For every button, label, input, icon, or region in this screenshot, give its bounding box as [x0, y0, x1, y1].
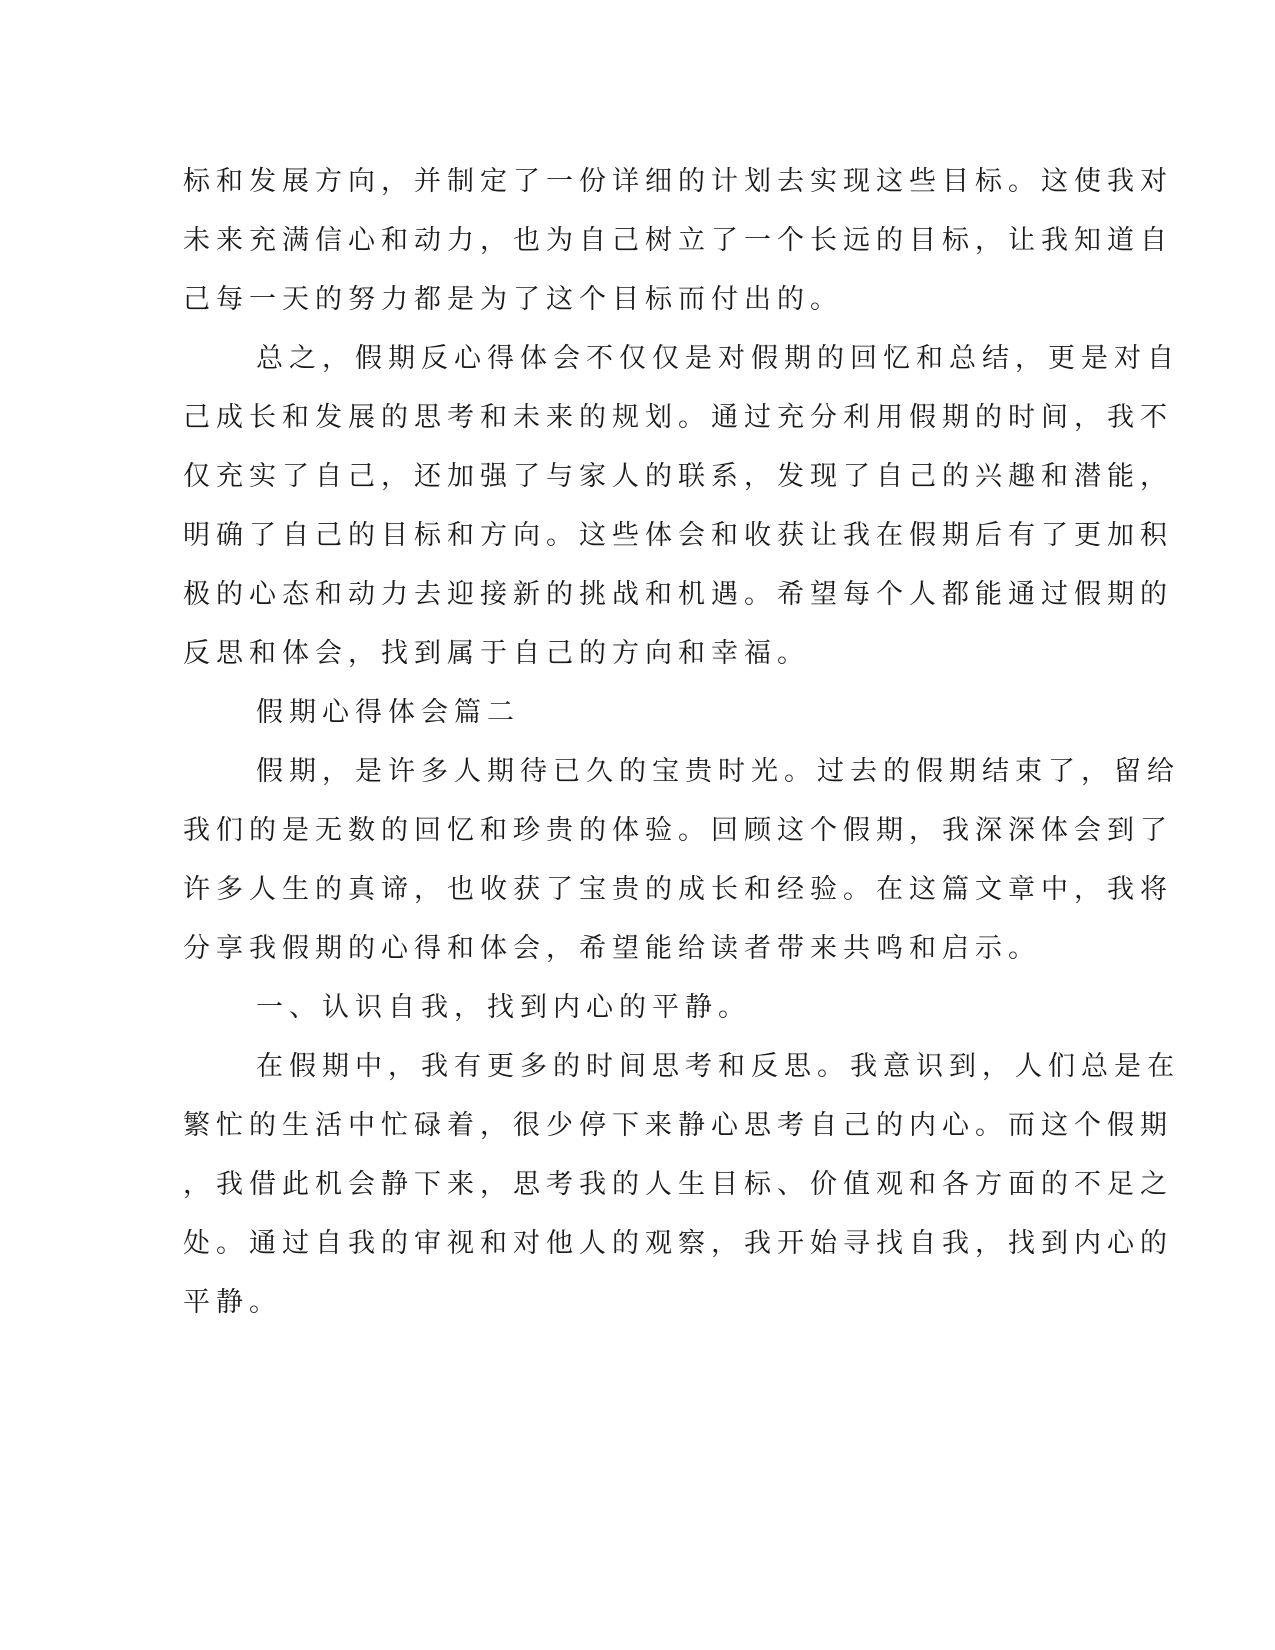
text-line: 许多人生的真谛，也收获了宝贵的成长和经验。在这篇文章中，我将 — [183, 874, 1173, 905]
paragraph-start-line: 假期，是许多人期待已久的宝贵时光。过去的假期结束了，留给 — [256, 756, 1180, 787]
paragraph-start-line: 总之，假期反心得体会不仅仅是对假期的回忆和总结，更是对自 — [256, 343, 1180, 374]
text-line: 标和发展方向，并制定了一份详细的计划去实现这些目标。这使我对 — [183, 166, 1173, 197]
text-line: 分享我假期的心得和体会，希望能给读者带来共鸣和启示。 — [183, 933, 1041, 964]
text-line: 未来充满信心和动力，也为自己树立了一个长远的目标，让我知道自 — [183, 225, 1173, 256]
section-heading: 假期心得体会篇二 — [256, 697, 520, 728]
text-line: 繁忙的生活中忙碌着，很少停下来静心思考自己的内心。而这个假期 — [183, 1110, 1173, 1141]
text-line: 己成长和发展的思考和未来的规划。通过充分利用假期的时间，我不 — [183, 402, 1173, 433]
text-line: 我们的是无数的回忆和珍贵的体验。回顾这个假期，我深深体会到了 — [183, 815, 1173, 846]
text-line: 明确了自己的目标和方向。这些体会和收获让我在假期后有了更加积 — [183, 520, 1173, 551]
text-line: 平静。 — [183, 1287, 282, 1318]
text-line: 反思和体会，找到属于自己的方向和幸福。 — [183, 638, 810, 669]
subheading: 一、认识自我，找到内心的平静。 — [256, 992, 751, 1023]
text-line: 处。通过自我的审视和对他人的观察，我开始寻找自我，找到内心的 — [183, 1228, 1173, 1259]
text-line: 己每一天的努力都是为了这个目标而付出的。 — [183, 284, 843, 315]
document-body — [183, 161, 1180, 1341]
paragraph-start-line: 在假期中，我有更多的时间思考和反思。我意识到，人们总是在 — [256, 1051, 1180, 1082]
text-line: ，我借此机会静下来，思考我的人生目标、价值观和各方面的不足之 — [183, 1169, 1173, 1200]
text-line: 极的心态和动力去迎接新的挑战和机遇。希望每个人都能通过假期的 — [183, 579, 1173, 610]
text-line: 仅充实了自己，还加强了与家人的联系，发现了自己的兴趣和潜能， — [183, 461, 1173, 492]
